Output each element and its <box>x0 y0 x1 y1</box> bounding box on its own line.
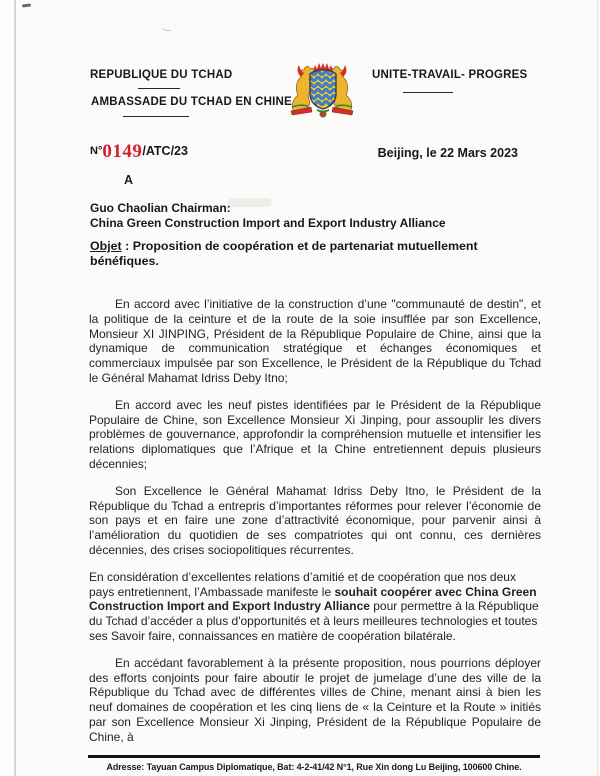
scan-speck <box>22 3 31 7</box>
salutation: A <box>124 173 134 187</box>
scan-edge-line <box>14 0 16 776</box>
subject-line <box>90 239 542 269</box>
letter-body <box>89 297 541 757</box>
paragraph-4 <box>89 570 541 644</box>
scan-speck <box>161 24 172 32</box>
reference-suffix: /ATC/23 <box>142 144 188 158</box>
paragraph-5: En accédant favorablement à la présente proposition, nous pourrions déployer des efforts conjoints pour faire aboutir le projet de jumelage d’une des ville de la République du Tchad avec de différentes villes de Chine, menant ainsi à bien les neuf domaines de coopération et les cinq liens de « la Ceinture et la Route » initiés par son Excellence Monsieur Xi Jinping, Président de la République Populaire de Chine, à <box>89 655 541 744</box>
paragraph-4-text-cont: pour permettre à la République du Tchad d’accéder a plus d'opportunités et à leurs meilleures technologies et toutes ses Savoir faire, connaissances en matière de coopération bilatérale. <box>89 599 539 643</box>
reference-digits: 0149 <box>102 141 143 162</box>
paragraph-1: En accord avec l’initiative de la construction d’une "communauté de destin", et la politique de la ceinture et de la route de la soie insufflée par son Excellence, Monsieur XI JINPING, Président de la République Populaire de Chine, ainsi que la dynamique de communication stratégique et échanges économiques et commerciaux impulsée par son Excellence, le Président de la République du Tchad le Général Mahamat Idriss Deby Itno; <box>89 297 541 385</box>
footer-divider <box>88 755 540 758</box>
subject-label: Objet <box>90 239 122 253</box>
paragraph-4-bold-partner-name: souhait coopérer avec China Green Construction Import and Export Industry Alliance <box>89 584 537 614</box>
header-divider <box>123 116 189 117</box>
reference-number <box>90 141 188 163</box>
header-divider <box>138 88 180 89</box>
subject-separator: : <box>121 239 133 253</box>
country-name: REPUBLIQUE DU TCHAD <box>90 69 233 81</box>
chad-coat-of-arms-icon <box>286 61 358 124</box>
recipient-organization: China Green Construction Import and Export Industry Alliance <box>90 215 446 230</box>
reference-prefix: N° <box>90 145 103 157</box>
paragraph-3: Son Excellence le Général Mahamat Idriss Deby Itno, le Président de la République du Tchad a entrepris d’importantes réformes pour relever l’économie de son pays et en faire une zone d’attractivité économique, pour parvenir ainsi à l’amélioration du quotidien de ses compatriotes qui ont connu, ces dernières décennies, des crises sociopolitiques récurrentes. <box>89 483 541 557</box>
recipient-name: Guo Chaolian Chairman: <box>90 201 231 215</box>
paragraph-2: En accord avec les neuf pistes identifiées par le Président de la République Populaire de Chine, son Excellence Monsieur Xi Jinping, pour assouplir les divers problèmes de gouvernance, approfondir la compréhension mutuelle et intensifier les relations diplomatiques que l’Afrique et la Chine entretiennent depuis plusieurs décennies; <box>89 397 541 471</box>
header-divider <box>403 92 453 93</box>
scan-edge-line-right <box>597 0 598 776</box>
recipient-block <box>90 201 446 230</box>
subject-text: Proposition de coopération et de partenariat mutuellement bénéfiques. <box>90 239 478 268</box>
embassy-name: AMBASSADE DU TCHAD EN CHINE <box>91 96 292 108</box>
medal <box>320 111 326 117</box>
scan-paper-edge <box>0 0 14 776</box>
national-motto: UNITE-TRAVAIL- PROGRES <box>372 69 528 81</box>
footer-address: Adresse: Tayuan Campus Diplomatique, Bat: 4-2-41/42 N°1, Rue Xin dong Lu Beijing, 100600 Chine. <box>106 762 522 772</box>
paragraph-4-text: En considération d’excellentes relations d’amitié et de coopération que nos deux pays entretiennent, l’Ambassade manifeste le <box>89 569 516 599</box>
dateline: Beijing, le 22 Mars 2023 <box>377 146 518 160</box>
